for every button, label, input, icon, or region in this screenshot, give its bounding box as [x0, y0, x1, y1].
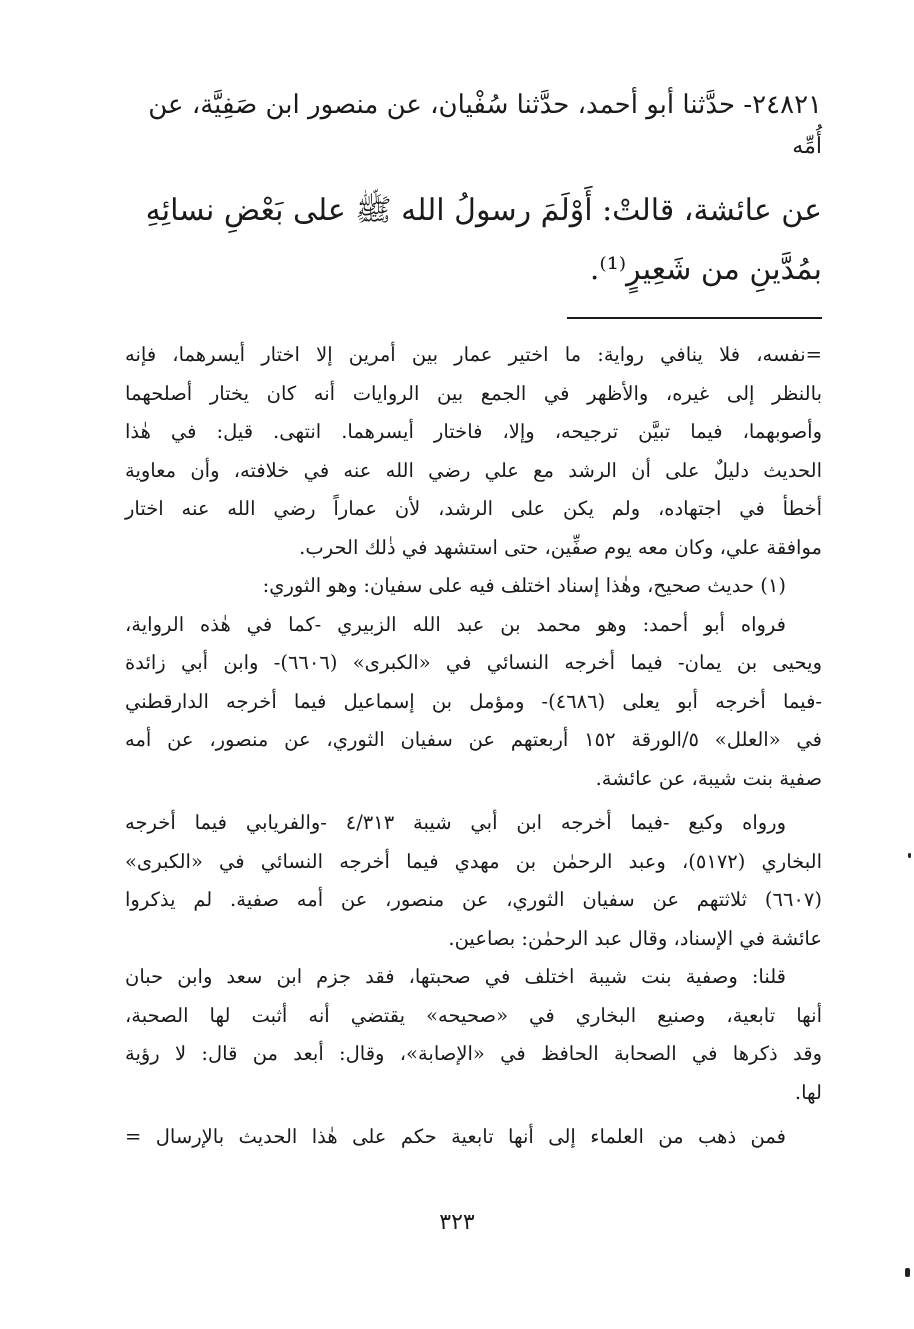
footnote-1-paragraph-2: [125, 804, 822, 958]
footnote-line: أنها تابعية، وصنيع البخاري في «صحيحه» يقتضي أنه أثبت لها الصحبة،: [125, 1003, 822, 1027]
footnote-line: (٦٦٠٧) ثلاثتهم عن سفيان الثوري، عن منصور، عن أمه صفية. لم يذكروا: [125, 888, 822, 911]
footnote-line: وأصوبهما، فيما تبيَّن ترجيحه، وإلا، فاختار أيسرهما. انتهى. قيل: في هٰذا: [125, 420, 822, 443]
footnote-line: وقد ذكرها في الصحابة الحافظ في «الإصابة»، وقال: أبعد من قال: لا رؤية: [125, 1042, 822, 1065]
footnote-1-paragraph-4: [125, 1118, 822, 1157]
footnotes-section: [125, 336, 822, 1157]
hadith-text-line-1: ٢٤٨٢١- حدَّثنا أبو أحمد، حدَّثنا سُفْيان، عن منصور ابن صَفِيَّة، عن: [148, 90, 822, 120]
footnote-line: لها.: [794, 1080, 822, 1104]
footnote-line: قلنا: وصفية بنت شيبة اختلف في صحبتها، فقد جزم ابن سعد وابن حبان: [125, 965, 786, 988]
footnote-line: (١) حديث صحيح، وهٰذا إسناد اختلف فيه على سفيان: وهو الثوري:: [262, 574, 786, 597]
scan-speck: [908, 853, 911, 858]
footnote-line: البخاري (٥١٧٢)، وعبد الرحمٰن بن مهدي فيما أخرجه النسائي في «الكبرى»: [125, 849, 822, 873]
footnote-line: عائشة في الإسناد، وقال عبد الرحمٰن: بصاعين.: [448, 926, 822, 950]
hadith-text-line-3: عن عائشة، قالتْ: أَوْلَمَ رسولُ الله ﷺ على بَعْضِ نسائِهِ: [145, 193, 822, 228]
footnote-line: فمن ذهب من العلماء إلى أنها تابعية حكم على هٰذا الحديث بالإرسال =: [125, 1125, 786, 1148]
page-number: ٣٢٣: [439, 1210, 475, 1235]
scan-speck: [905, 1268, 910, 1277]
footnote-divider: [567, 317, 822, 319]
footnote-line: -فيما أخرجه أبو يعلى (٤٦٨٦)- ومؤمل بن إسماعيل فيما أخرجه الدارقطني: [125, 689, 822, 713]
footnote-1-paragraph-3: [125, 958, 822, 1112]
footnote-line: موافقة علي، وكان معه يوم صفِّين، حتى استشهد في ذٰلك الحرب.: [299, 535, 822, 559]
footnote-line: =نفسه، فلا ينافي رواية: ما اختير عمار بين أمرين إلا اختار أيسرهما، فإنه: [125, 343, 822, 366]
footnote-line: ورواه وكيع -فيما أخرجه ابن أبي شيبة ٤/٣١٣ -والفريابي فيما أخرجه: [125, 811, 786, 834]
hadith-text-line-2: أُمِّه: [792, 134, 822, 159]
hadith-text-line-4: بمُدَّينِ من شَعِيرٍ⁽¹⁾.: [589, 252, 822, 287]
footnote-1-paragraph-1: [125, 606, 822, 799]
footnote-line: فرواه أبو أحمد: وهو محمد بن عبد الله الزبيري -كما في هٰذه الرواية،: [125, 612, 786, 636]
footnote-line: في «العلل» ٥/الورقة ١٥٢ أربعتهم عن سفيان الثوري، عن منصور، عن أمه: [125, 728, 823, 751]
footnote-line: بالنظر إلى غيره، والأظهر في الجمع بين الروايات أنه كان يختار أصلحهما: [125, 381, 822, 405]
footnote-line: ويحيى بن يمان- فيما أخرجه النسائي في «الكبرى» (٦٦٠٦)- وابن أبي زائدة: [125, 651, 822, 674]
footnote-line: صفية بنت شيبة، عن عائشة.: [595, 766, 822, 790]
footnote-line: الحديث دليلٌ على أن الرشد مع علي رضي الله عنه في خلافته، وأن معاوية: [125, 458, 822, 482]
footnote-line: أخطأ في اجتهاده، ولم يكن على الرشد، لأن عماراً رضي الله عنه اختار: [125, 497, 822, 520]
footnote-1-intro: [125, 567, 822, 606]
footnote-carry-over: [125, 336, 822, 567]
